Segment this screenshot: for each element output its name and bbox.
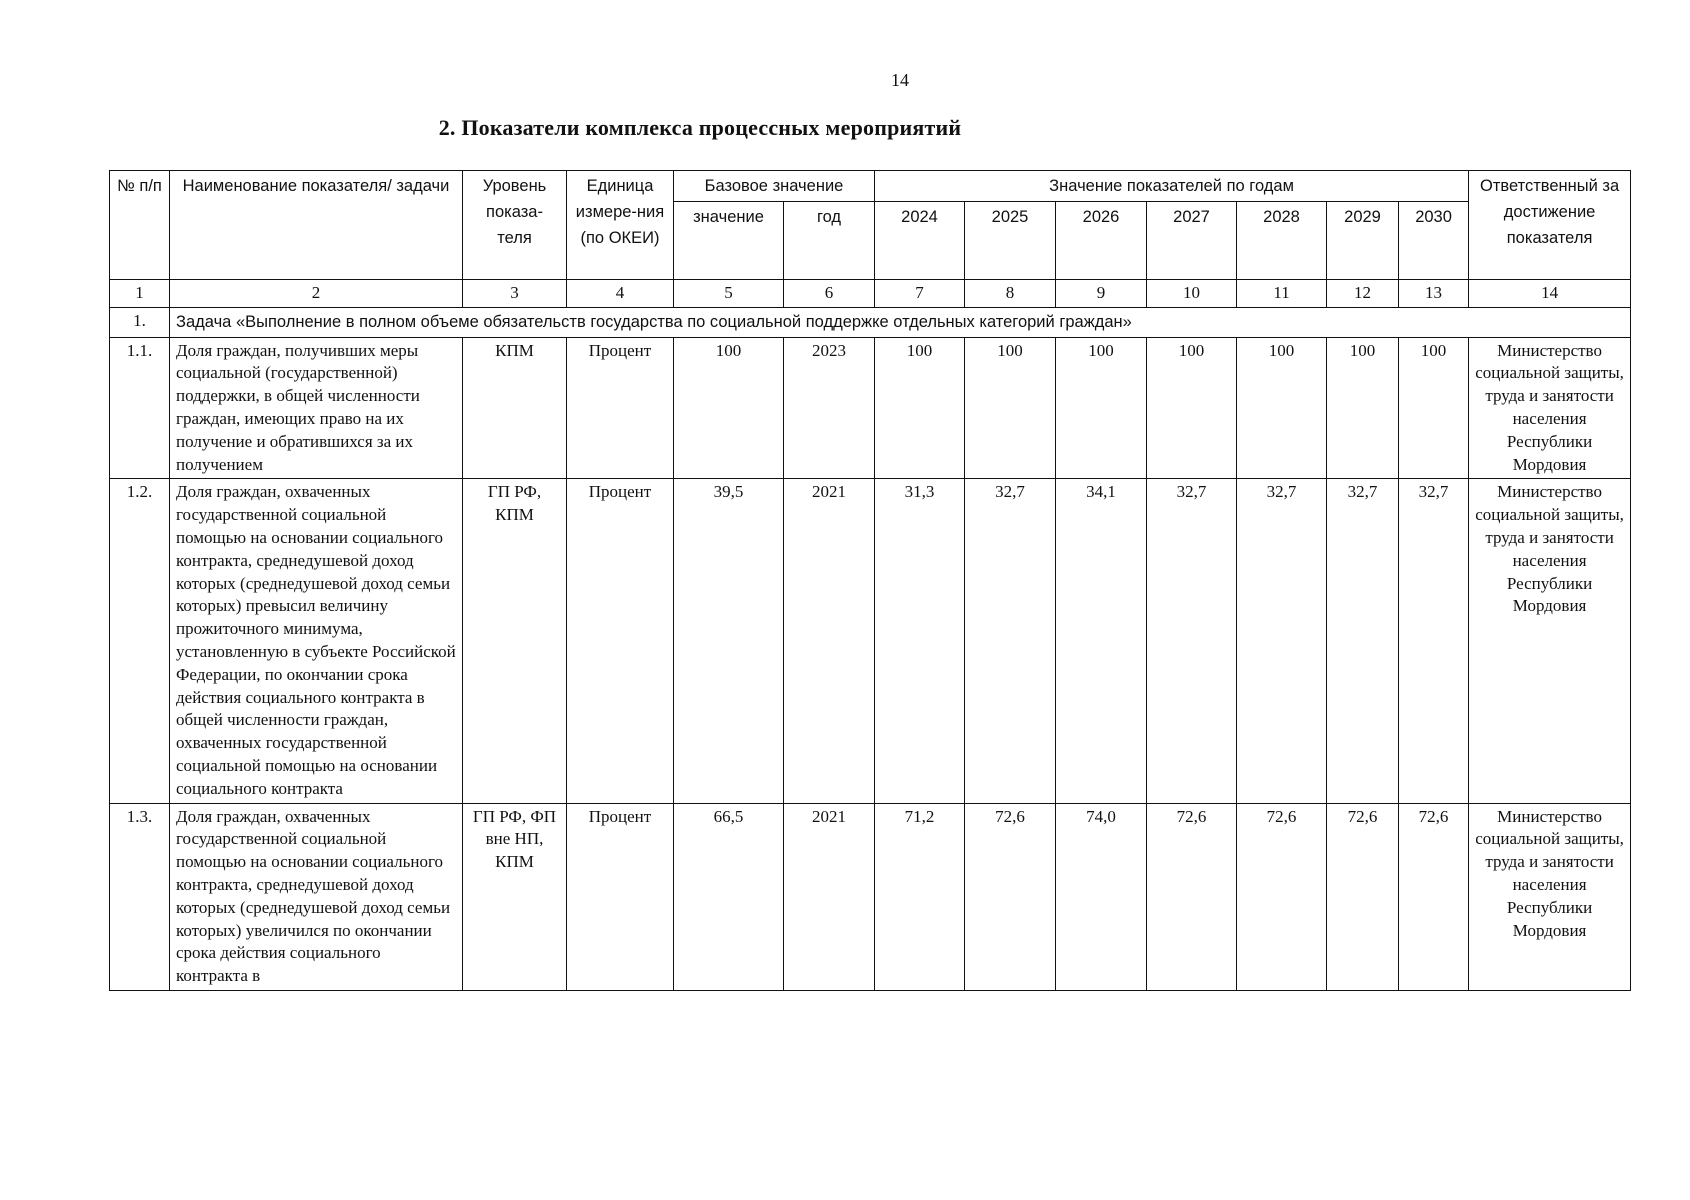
header-responsible: Ответственный за достижение показателя: [1469, 171, 1631, 280]
year-value: 72,6: [1237, 803, 1327, 990]
year-value: 100: [875, 337, 965, 479]
header-year: 2028: [1237, 202, 1327, 280]
column-number: 12: [1327, 280, 1399, 308]
year-value: 100: [1399, 337, 1469, 479]
year-value: 100: [1237, 337, 1327, 479]
year-value: 74,0: [1056, 803, 1147, 990]
column-numbers-row: [110, 280, 1631, 308]
year-value: 32,7: [1237, 479, 1327, 803]
header-year: 2027: [1147, 202, 1237, 280]
indicator-unit: Процент: [567, 479, 674, 803]
base-year: 2021: [784, 803, 875, 990]
column-number: 7: [875, 280, 965, 308]
year-value: 32,7: [1147, 479, 1237, 803]
column-number: 14: [1469, 280, 1631, 308]
column-number: 6: [784, 280, 875, 308]
table-row: [110, 479, 1631, 803]
task-text: Задача «Выполнение в полном объеме обязательств государства по социальной поддержке отдельных категорий граждан»: [170, 307, 1631, 337]
column-number: 10: [1147, 280, 1237, 308]
table-row: [110, 803, 1631, 990]
header-unit: Единица измере-ния (по ОКЕИ): [567, 171, 674, 280]
column-number: 11: [1237, 280, 1327, 308]
header-no: № п/п: [110, 171, 170, 280]
indicator-level: КПМ: [463, 337, 567, 479]
column-number: 3: [463, 280, 567, 308]
responsible: Министерство социальной защиты, труда и занятости населения Республики Мордовия: [1469, 803, 1631, 990]
page-number: 14: [891, 70, 909, 90]
year-value: 100: [1056, 337, 1147, 479]
header-name: Наименование показателя/ задачи: [170, 171, 463, 280]
year-value: 100: [965, 337, 1056, 479]
year-value: 34,1: [1056, 479, 1147, 803]
page-title: 2. Показатели комплекса процессных мероприятий: [438, 115, 962, 140]
year-value: 100: [1327, 337, 1399, 479]
column-number: 5: [674, 280, 784, 308]
indicator-name: Доля граждан, охваченных государственной социальной помощью на основании социального контракта, среднедушевой доход которых (среднедушевой доход семьи которых) увеличился по окончании срока действия социального контракта в: [170, 803, 463, 990]
responsible: Министерство социальной защиты, труда и занятости населения Республики Мордовия: [1469, 337, 1631, 479]
row-number: 1.1.: [110, 337, 170, 479]
header-base-value: значение: [674, 202, 784, 280]
base-value: 66,5: [674, 803, 784, 990]
header-by-years: Значение показателей по годам: [875, 171, 1469, 202]
row-number: 1.3.: [110, 803, 170, 990]
column-number: 9: [1056, 280, 1147, 308]
base-value: 100: [674, 337, 784, 479]
row-number: 1.2.: [110, 479, 170, 803]
indicator-unit: Процент: [567, 803, 674, 990]
indicator-unit: Процент: [567, 337, 674, 479]
column-number: 2: [170, 280, 463, 308]
year-value: 71,2: [875, 803, 965, 990]
column-number: 1: [110, 280, 170, 308]
indicators-table: [109, 170, 1631, 991]
year-value: 32,7: [1327, 479, 1399, 803]
year-value: 72,6: [1327, 803, 1399, 990]
base-year: 2021: [784, 479, 875, 803]
header-level: Уровень показа-теля: [463, 171, 567, 280]
header-year: 2030: [1399, 202, 1469, 280]
year-value: 100: [1147, 337, 1237, 479]
header-base-year: год: [784, 202, 875, 280]
year-value: 31,3: [875, 479, 965, 803]
indicator-name: Доля граждан, охваченных государственной социальной помощью на основании социального контракта, среднедушевой доход которых (среднедушевой доход семьи которых) превысил величину прожиточного минимума, установленную в субъекте Российской Федерации, по окончании срока действия социального контракта в общей численности граждан, охваченных государственной социальной помощью на основании социального контракта: [170, 479, 463, 803]
indicator-level: ГП РФ, КПМ: [463, 479, 567, 803]
header-base: Базовое значение: [674, 171, 875, 202]
header-year: 2026: [1056, 202, 1147, 280]
indicator-name: Доля граждан, получивших меры социальной (государственной) поддержки, в общей численности граждан, имеющих право на их получение и обратившихся за их получением: [170, 337, 463, 479]
column-number: 8: [965, 280, 1056, 308]
year-value: 72,6: [965, 803, 1056, 990]
task-row: [110, 307, 1631, 337]
column-number: 13: [1399, 280, 1469, 308]
header-year: 2025: [965, 202, 1056, 280]
header-year: 2024: [875, 202, 965, 280]
column-number: 4: [567, 280, 674, 308]
base-year: 2023: [784, 337, 875, 479]
year-value: 72,6: [1147, 803, 1237, 990]
table-row: [110, 337, 1631, 479]
header-year: 2029: [1327, 202, 1399, 280]
year-value: 32,7: [965, 479, 1056, 803]
indicator-level: ГП РФ, ФП вне НП, КПМ: [463, 803, 567, 990]
header-row-1: [110, 171, 1631, 202]
task-number: 1.: [110, 307, 170, 337]
responsible: Министерство социальной защиты, труда и занятости населения Республики Мордовия: [1469, 479, 1631, 803]
year-value: 32,7: [1399, 479, 1469, 803]
base-value: 39,5: [674, 479, 784, 803]
year-value: 72,6: [1399, 803, 1469, 990]
